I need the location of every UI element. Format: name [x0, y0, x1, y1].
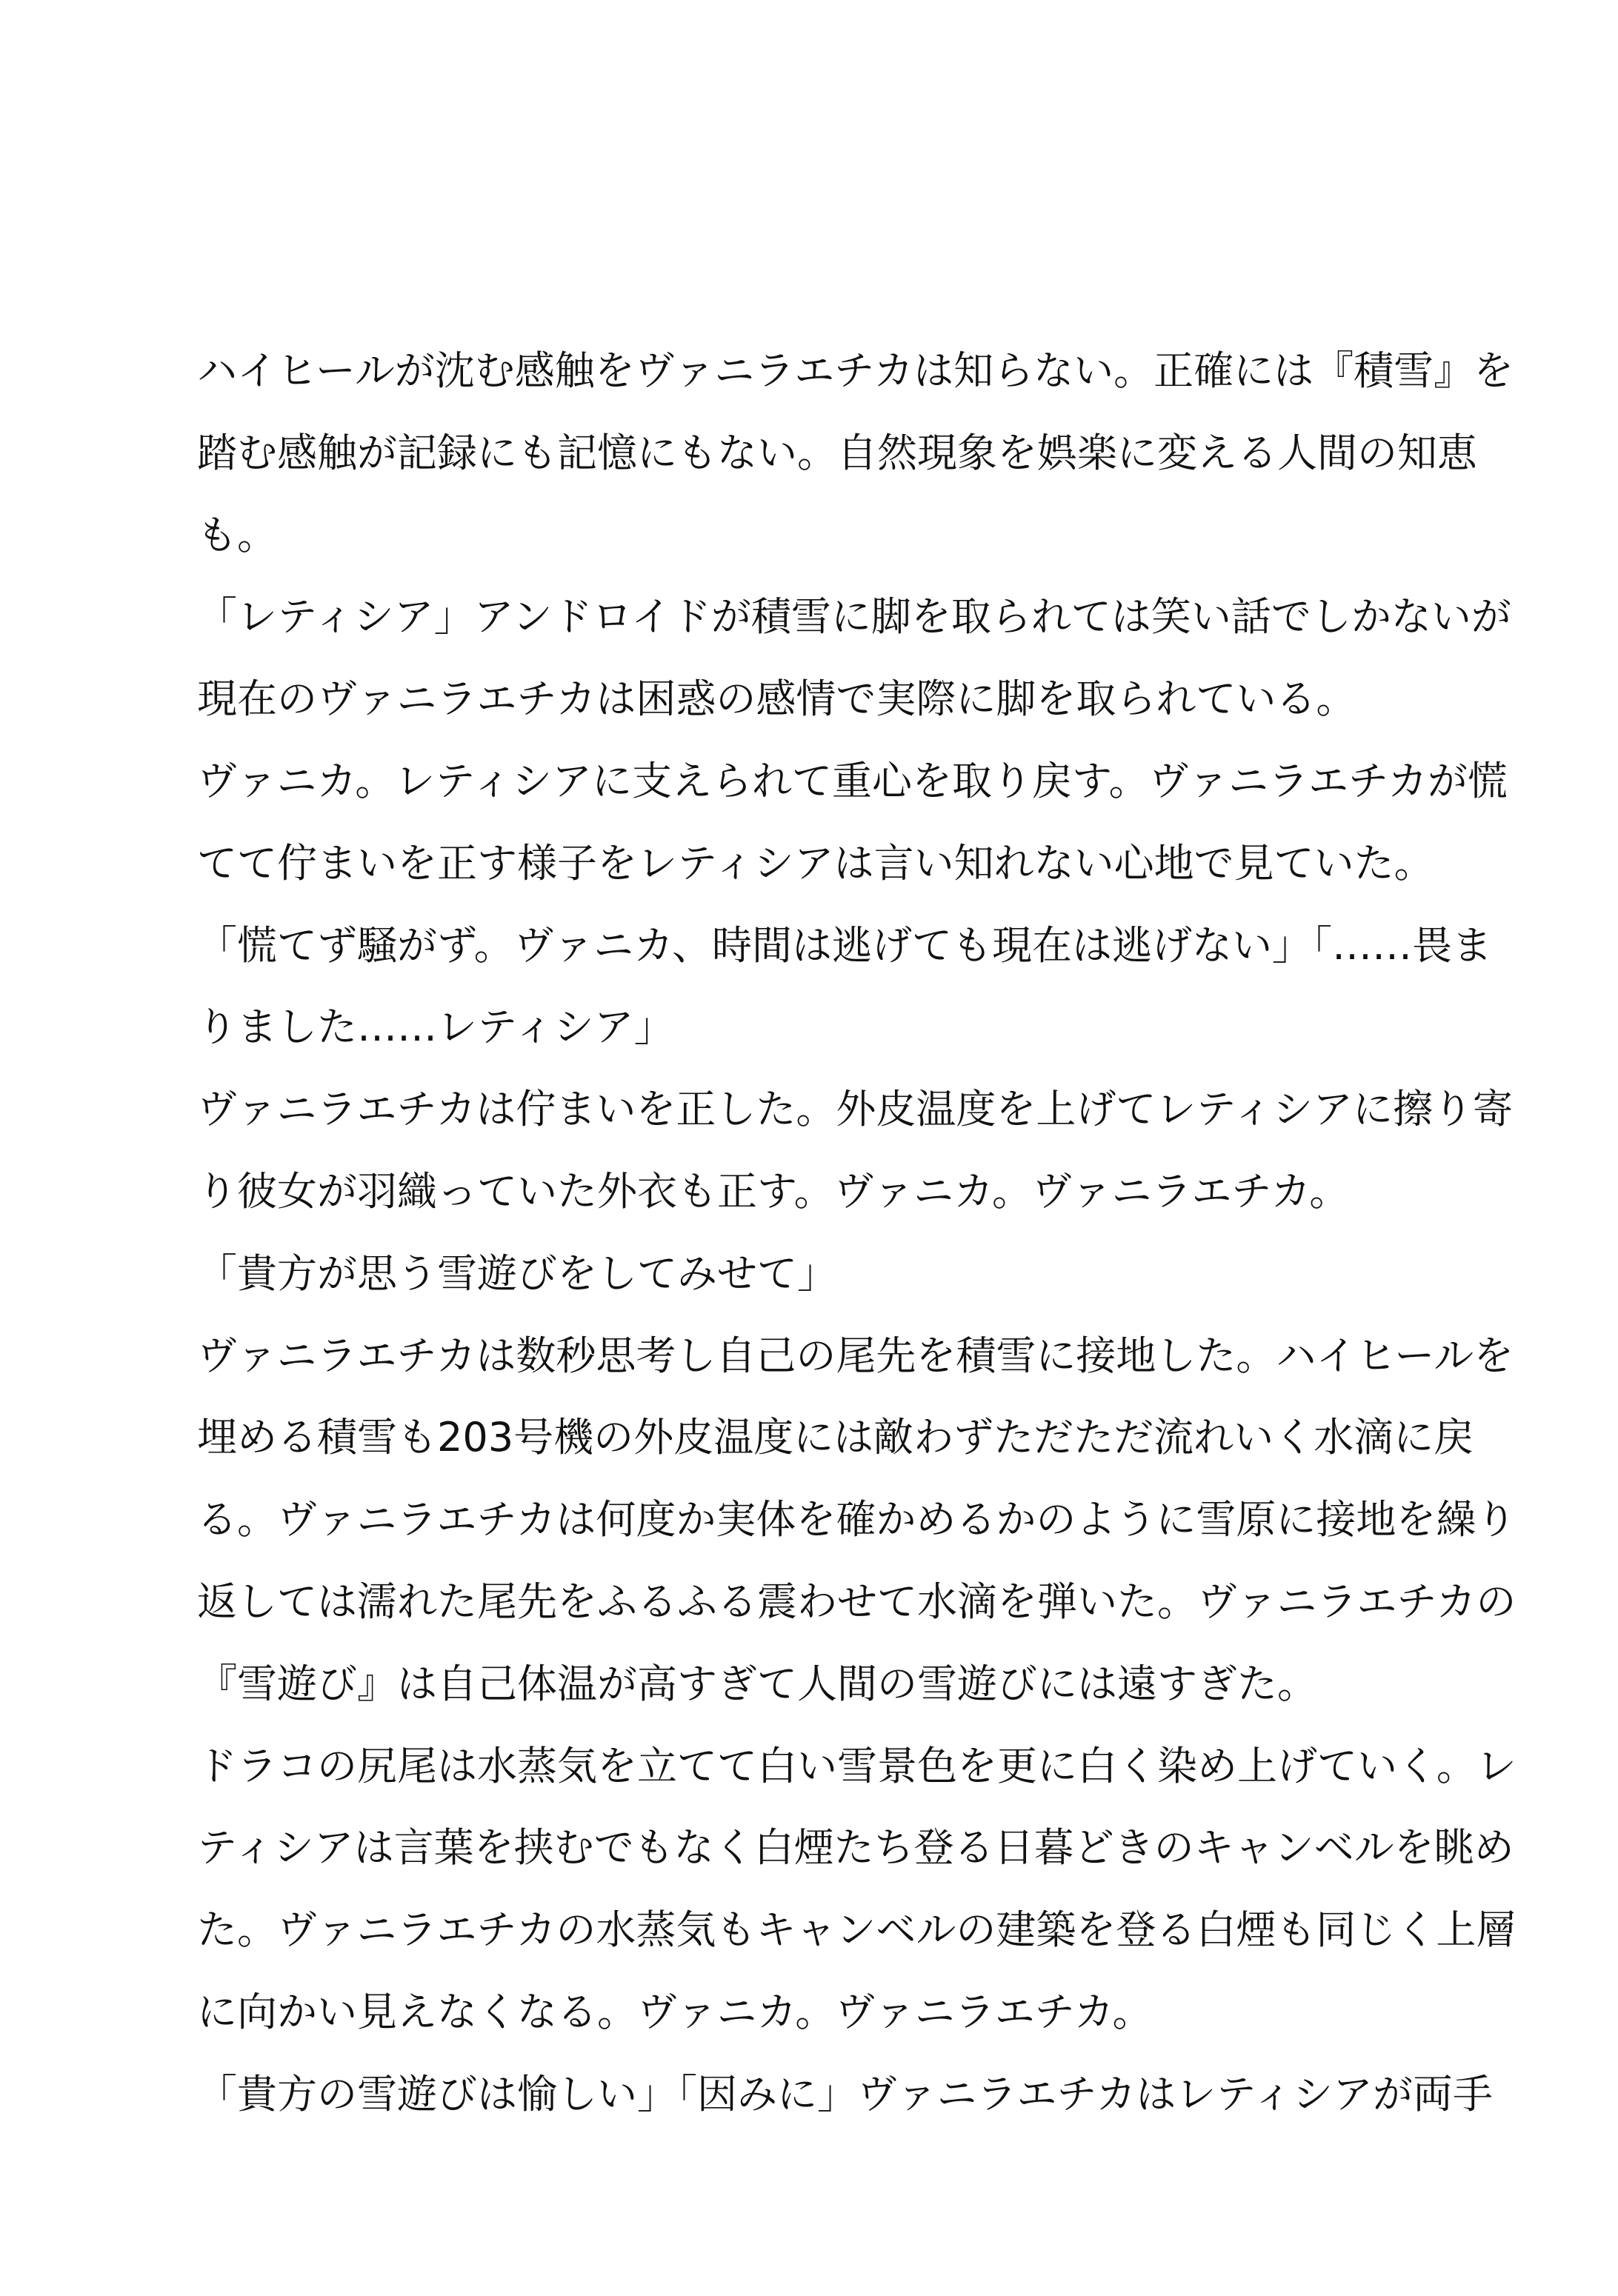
text-line: 埋める積雪も203号機の外皮温度には敵わずただただ流れいく水滴に戻	[197, 1414, 1474, 1461]
text-line: ヴァニラエチカは佇まいを正した。外皮温度を上げてレティシアに擦り寄	[197, 1086, 1514, 1133]
text-line: ドラコの尻尾は水蒸気を立てて白い雪景色を更に白く染め上げていく。レ	[197, 1742, 1517, 1789]
text-line: ティシアは言葉を挟むでもなく白煙たち登る日暮どきのキャンベルを眺め	[197, 1824, 1514, 1872]
text-line: る。ヴァニラエチカは何度か実体を確かめるかのように雪原に接地を繰り	[197, 1496, 1517, 1544]
text-line: 「貴方の雪遊びは愉しい」「因みに」ヴァニラエチカはレティシアが両手	[197, 2070, 1494, 2118]
text-line: 現在のヴァニラエチカは困惑の感情で実際に脚を取られている。	[197, 675, 1356, 723]
text-line: り彼女が羽織っていた外衣も正す。ヴァニカ。ヴァニラエチカ。	[197, 1167, 1350, 1215]
text-line: 踏む感触が記録にも記憶にもない。自然現象を娯楽に変える人間の知恵	[197, 429, 1477, 476]
text-line: 『雪遊び』は自己体温が高すぎて人間の雪遊びには遠すぎた。	[197, 1660, 1317, 1707]
text-line: てて佇まいを正す様子をレティシアは言い知れない心地で見ていた。	[197, 839, 1434, 887]
document-body	[197, 330, 1517, 2136]
text-line: に向かい見えなくなる。ヴァニカ。ヴァニラエチカ。	[197, 1988, 1153, 2035]
text-line: ヴァニラエチカは数秒思考し自己の尾先を積雪に接地した。ハイヒールを	[197, 1332, 1514, 1379]
text-line: ハイヒールが沈む感触をヴァニラエチカは知らない。正確には『積雪』を	[197, 347, 1514, 394]
text-line: た。ヴァニラエチカの水蒸気もキャンベルの建築を登る白煙も同じく上層	[197, 1906, 1517, 1954]
text-line: 「貴方が思う雪遊びをしてみせて」	[197, 1249, 837, 1297]
text-line: 返しては濡れた尾先をふるふる震わせて水滴を弾いた。ヴァニラエチカの	[197, 1578, 1517, 1625]
text-line: 「レティシア」アンドロイドが積雪に脚を取られては笑い話でしかないが	[197, 593, 1511, 641]
text-line: ヴァニカ。レティシアに支えられて重心を取り戻す。ヴァニラエチカが慌	[197, 757, 1508, 804]
text-line: 「慌てず騒がず。ヴァニカ、時間は逃げても現在は逃げない」「……畏ま	[197, 921, 1492, 969]
text-line: も。	[197, 511, 277, 558]
text-line: りました……レティシア」	[197, 1004, 674, 1051]
